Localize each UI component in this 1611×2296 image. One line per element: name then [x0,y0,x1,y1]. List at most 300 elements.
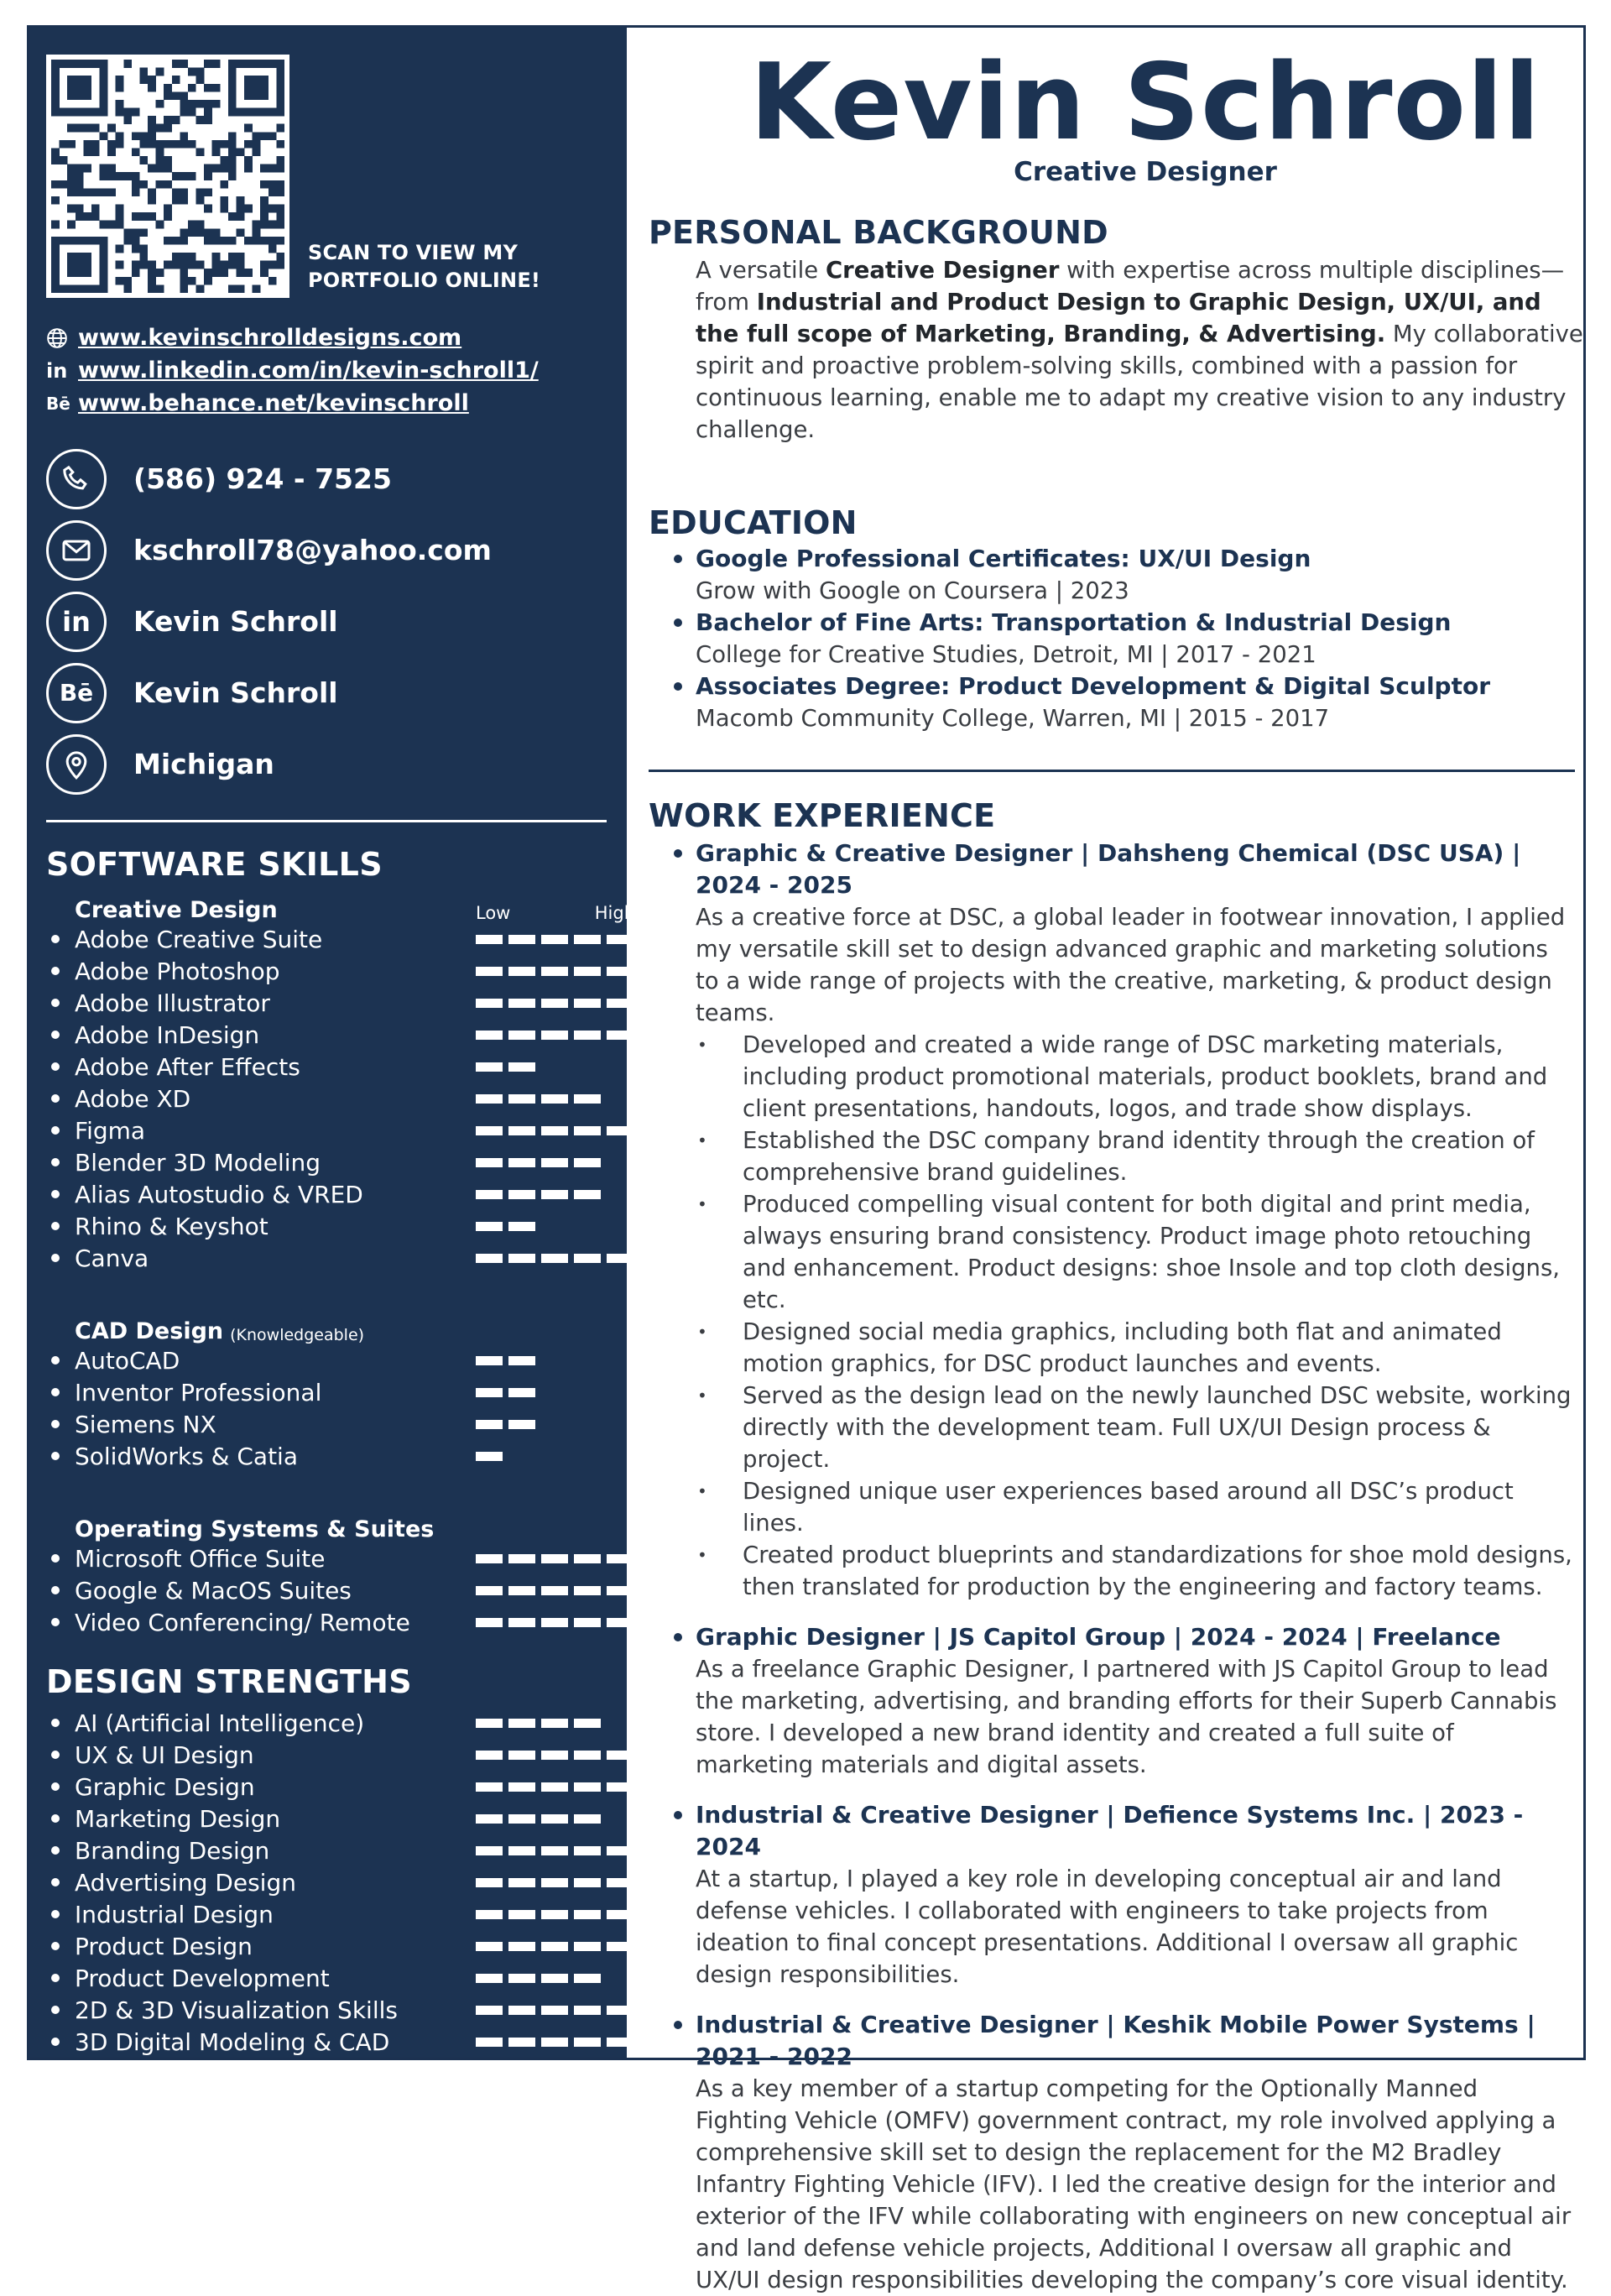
skill-group-header [46,891,635,923]
education-body [696,671,1490,734]
software-skills-list [46,891,635,1638]
skill-row [46,1994,610,2026]
skill-level-bar [574,935,601,944]
skill-name: 2D & 3D Visualization Skills [75,1996,398,2024]
skill-name: Canva [75,1244,149,1272]
skill-level-bars [476,2038,639,2047]
qr-caption [308,239,540,295]
skill-name: Figma [75,1116,146,1145]
skill-level-bar [476,1814,503,1824]
skill-name: Advertising Design [75,1868,296,1897]
skill-level-bar [508,1190,535,1199]
skill-level-bars [476,1094,607,1104]
skill-level-bar [541,1719,568,1728]
skill-level-bar [508,1782,535,1792]
skill-level-bar [476,1586,503,1595]
skill-row [46,1542,610,1574]
qr-code-graphic [51,60,284,293]
skill-name: Marketing Design [75,1804,281,1833]
bullet-dot: • [697,1322,707,1342]
skill-row [46,1739,610,1771]
skill-name: Industrial Design [75,1900,274,1928]
skill-level-bar [476,1356,503,1365]
skill-level-bar [541,1031,568,1040]
skill-level-bar [541,1618,568,1627]
bg-text-3: My collaborative spirit and proactive problem-solving skills, combined with a passion for continuous learning, enable me to adapt my creative vision to any industry challenge. [696,321,1583,443]
skill-row [46,1210,610,1242]
skill-level-bar [508,935,535,944]
skill-name: Blender 3D Modeling [75,1148,321,1177]
skill-level-bar [574,2006,601,2015]
web-links [46,321,610,420]
main-content [627,28,1583,2293]
skill-level-bar [508,1126,535,1135]
skill-row [46,955,610,987]
responsibility-item [696,1539,1577,1603]
bullet-dot: • [697,1545,707,1565]
skill-row [46,1376,610,1408]
personal-background-text [649,254,1583,446]
skill-level-bar [508,1814,535,1824]
bullet-dot: • [697,1194,707,1214]
skill-level-bar [476,1420,503,1429]
job-entry [649,838,1583,1603]
job-heading: Graphic & Creative Designer | Dahsheng Chemical (DSC USA) | 2024 - 2025 [696,839,1521,899]
skill-level-bar [508,1420,535,1429]
skill-group [46,1480,610,1638]
skill-row [46,1771,610,1803]
sidebar [29,28,635,2058]
job-entry [649,1799,1583,1991]
skill-level-bars [476,967,639,976]
skill-level-bars [476,1782,639,1792]
skill-row [46,1803,610,1834]
skill-level-bar [476,1878,503,1887]
bullet-dot [51,935,60,943]
skill-row [46,1083,610,1114]
skill-level-bars [476,935,639,944]
skill-level-bars [476,1452,508,1461]
skill-name: Graphic Design [75,1772,255,1801]
bullet-dot [674,682,682,691]
bullet-dot [51,1554,60,1563]
job-body [696,1621,1577,1781]
skill-level-bar [476,1910,503,1919]
skill-name: Adobe XD [75,1084,191,1113]
bullet-dot [51,1126,60,1135]
bullet-dot [51,1942,60,1950]
skill-name: AI (Artificial Intelligence) [75,1709,365,1737]
bullet-dot [51,1158,60,1166]
bullet-dot: • [697,1035,707,1055]
skill-row [46,1242,610,1274]
bullet-dot [51,1814,60,1823]
skill-level-bar [508,967,535,976]
skill-level-bar [574,967,601,976]
skill-level-bar [541,2038,568,2047]
skill-group-header [46,1511,610,1542]
skill-level-bar [541,1974,568,1983]
skill-group [46,1282,610,1472]
skill-level-bar [541,2006,568,2015]
skill-group-header [46,1312,610,1344]
skill-level-bar [574,1719,601,1728]
education-item [649,543,1583,607]
skill-level-bars [476,1586,639,1595]
bullet-dot [674,555,682,563]
skill-level-bar [574,1974,601,1983]
bullet-dot [51,1910,60,1918]
skill-name: Adobe After Effects [75,1052,300,1081]
linkedin-link[interactable]: www.linkedin.com/in/kevin-schroll1/ [78,357,539,384]
skill-level-bar [476,1031,503,1040]
skill-name: Branding Design [75,1836,270,1865]
scale-low-label: Low [476,903,511,923]
job-responsibilities [696,1029,1577,1603]
skill-level-bar [574,1910,601,1919]
skill-level-bar [508,1618,535,1627]
skill-level-bar [574,1751,601,1760]
responsibility-item [696,1029,1577,1125]
skill-level-bars [476,1814,607,1824]
behance-link[interactable]: www.behance.net/kevinschroll [78,390,469,416]
bullet-dot [51,1062,60,1071]
bullet-dot [51,1222,60,1230]
education-title: EDUCATION [649,504,858,541]
bullet-dot [51,1719,60,1727]
skill-level-bar [541,1158,568,1167]
work-experience-title: WORK EXPERIENCE [649,797,996,834]
job-heading: Industrial & Creative Designer | Keshik Mobile Power Systems | 2021 - 2022 [696,2011,1535,2070]
bullet-dot [51,1452,60,1460]
skill-level-bar [508,1878,535,1887]
behance-circle-icon: Bē [46,663,107,723]
contact-list [46,443,610,800]
behance-link-row [46,387,610,420]
skill-row [46,1707,610,1739]
design-strengths-title: DESIGN STRENGTHS [46,1663,412,1700]
qr-caption-line-2: PORTFOLIO ONLINE! [308,269,541,292]
skill-level-bar [508,1031,535,1040]
skill-name: Adobe InDesign [75,1020,260,1049]
skill-level-bar [476,1554,503,1563]
skill-level-bar [541,1878,568,1887]
skill-row [46,1019,610,1051]
skill-level-bar [476,1388,503,1397]
bullet-dot [51,1190,60,1198]
skill-row [46,1866,610,1898]
skill-level-bars [476,1190,607,1199]
website-link[interactable]: www.kevinschrolldesigns.com [78,325,462,351]
skill-level-bar [574,1878,601,1887]
skill-level-bars [476,1974,607,1983]
skill-level-bar [476,1618,503,1627]
skill-group [46,891,635,1274]
skill-name: SolidWorks & Catia [75,1442,298,1470]
skill-level-bars [476,1420,541,1429]
skill-level-bar [574,1586,601,1595]
skill-level-bars [476,1846,639,1855]
bullet-dot [51,1974,60,1982]
skill-level-bar [541,1094,568,1104]
linkedin-name[interactable]: Kevin Schroll [133,605,338,638]
bullet-dot [51,1878,60,1886]
job-description: As a creative force at DSC, a global leader in footwear innovation, I applied my versatile skill set to design advanced graphic and marketing solutions to a wide range of projects with the creative, marketing, & product design teams. [696,904,1566,1026]
skill-level-bars [476,1222,541,1231]
contact-location [46,728,610,800]
skill-level-bar [476,1222,503,1231]
skill-level-bar [574,1782,601,1792]
education-school: Macomb Community College, Warren, MI | 2015 - 2017 [696,705,1330,732]
bullet-dot [51,1356,60,1365]
bullet-dot [51,1618,60,1626]
behance-icon: Bē [46,393,70,414]
skill-level-bar [574,1618,601,1627]
skill-name: Adobe Photoshop [75,957,280,985]
responsibility-text: Produced compelling visual content for both digital and print media, always ensuring brand consistency. Product image photo retouching and enhancement. Product designs: shoe Insole and top cloth designs, etc. [743,1191,1561,1313]
skill-level-bar [508,2006,535,2015]
skill-level-bars [476,1126,639,1135]
skill-level-bars [476,1158,607,1167]
bullet-dot: • [697,1130,707,1151]
job-body [696,2009,1577,2296]
skill-level-bar [476,1254,503,1263]
job-entry [649,2009,1583,2296]
skill-level-bar [476,1751,503,1760]
skill-row [46,1574,610,1606]
skill-level-bar [476,1158,503,1167]
job-description: At a startup, I played a key role in developing conceptual air and land defense vehicles. I collaborated with engineers to take projects from ideation to final concept presentations. Additional I oversaw all graphic design responsibilities. [696,1866,1519,1988]
skill-group-name: Creative Design [75,897,278,923]
main-divider [649,770,1575,772]
skill-level-bars [476,999,639,1008]
skill-row [46,1051,610,1083]
bullet-dot [51,2006,60,2014]
skill-level-bar [476,1126,503,1135]
location-pin-icon [46,734,107,795]
skill-level-bar [476,1062,503,1072]
candidate-title: Creative Designer [1014,157,1277,187]
job-heading: Industrial & Creative Designer | Defience Systems Inc. | 2023 - 2024 [696,1801,1524,1860]
education-item [649,607,1583,671]
skill-level-bar [508,1094,535,1104]
skill-level-bar [541,1782,568,1792]
skill-level-bar [476,1452,503,1461]
software-skills-title: SOFTWARE SKILLS [46,846,383,883]
job-body [696,1799,1577,1991]
responsibility-text: Designed unique user experiences based around all DSC’s product lines. [743,1478,1514,1537]
skill-level-bars [476,1942,639,1951]
skill-name: Inventor Professional [75,1378,322,1406]
contact-email [46,514,610,586]
group-spacer [46,1480,610,1511]
email-icon [46,520,107,581]
skill-level-bar [476,935,503,944]
job-description: As a key member of a startup competing for the Optionally Manned Fighting Vehicle (OMFV) government contract, my role involved applying a comprehensive skill set to design the replacement for the M2 Bradley Infantry Fighting Vehicle (IFV). I led the creative design for the interior and exterior of the IFV while collaborating with engineers on new conceptual air and land defense vehicle projects, Additional I oversaw all graphic and UX/UI design responsibilities developing the company’s core visual identity. [696,2075,1572,2293]
qr-code[interactable] [46,55,289,298]
skill-name: UX & UI Design [75,1740,254,1769]
skill-level-bar [508,1062,535,1072]
email-address[interactable]: kschroll78@yahoo.com [133,534,492,566]
bullet-dot [51,1751,60,1759]
skill-level-bar [508,1388,535,1397]
skill-level-bar [574,999,601,1008]
skill-level-bars [476,2006,639,2015]
skill-row [46,1114,610,1146]
skill-level-bars [476,1719,607,1728]
skill-row [46,2026,610,2058]
skill-level-bar [476,999,503,1008]
sidebar-divider [46,820,607,822]
skill-level-bar [508,1222,535,1231]
skill-level-bar [476,2038,503,2047]
skill-level-bar [541,1942,568,1951]
education-degree: Google Professional Certificates: UX/UI Design [696,545,1311,572]
skill-level-bar [508,1974,535,1983]
skill-level-bar [508,1846,535,1855]
skill-row [46,1930,610,1962]
linkedin-circle-icon: in [46,592,107,652]
skill-name: AutoCAD [75,1346,180,1375]
bullet-dot: • [697,1481,707,1501]
skill-level-bars [476,1618,639,1627]
personal-background-title: PERSONAL BACKGROUND [649,214,1108,251]
group-spacer [46,1282,610,1312]
skill-level-bar [508,1719,535,1728]
phone-number[interactable]: (586) 924 - 7525 [133,462,392,495]
skill-name: Rhino & Keyshot [75,1212,268,1240]
behance-name[interactable]: Kevin Schroll [133,676,338,709]
bullet-dot [674,2021,682,2029]
skill-name: Product Development [75,1964,330,1992]
bullet-dot [51,1782,60,1791]
skill-group-name: Operating Systems & Suites [75,1516,435,1542]
skill-level-bars [476,1388,541,1397]
resume-page [27,25,1586,2293]
bullet-dot [51,999,60,1007]
skill-level-bar [476,1094,503,1104]
skill-level-bar [541,967,568,976]
skill-level-bar [508,1554,535,1563]
location: Michigan [133,748,274,780]
skill-level-bar [541,1126,568,1135]
skill-row [46,987,610,1019]
education-degree: Bachelor of Fine Arts: Transportation & Industrial Design [696,608,1452,636]
skill-level-bar [574,1254,601,1263]
skill-level-bar [508,1586,535,1595]
responsibility-item [696,1188,1577,1316]
skill-name: Alias Autostudio & VRED [75,1180,363,1208]
bullet-dot [51,1031,60,1039]
skill-level-bar [574,1814,601,1824]
skill-level-bar [574,1126,601,1135]
skill-level-bar [476,1719,503,1728]
skill-name: Google & MacOS Suites [75,1576,352,1605]
skill-level-bar [476,2006,503,2015]
skill-row [46,1344,610,1376]
skill-group-name: CAD Design [75,1318,224,1344]
skill-level-bars [476,1254,639,1263]
design-strengths-list [46,1707,610,2058]
responsibility-text: Established the DSC company brand identity through the creation of comprehensive brand guidelines. [743,1127,1535,1186]
contact-phone [46,443,610,514]
linkedin-icon: in [46,358,68,383]
bullet-dot [51,2038,60,2046]
skill-level-bars [476,1878,639,1887]
education-degree: Associates Degree: Product Development & Digital Sculptor [696,672,1491,700]
bg-bold-1: Creative Designer [825,257,1060,284]
skill-row [46,1146,610,1178]
education-school: Grow with Google on Coursera | 2023 [696,577,1129,604]
skill-name: Adobe Creative Suite [75,925,323,953]
skill-level-bar [476,1190,503,1199]
responsibility-item [696,1316,1577,1380]
skill-level-bar [541,1846,568,1855]
bullet-dot [51,1846,60,1855]
skill-level-bar [476,967,503,976]
phone-icon [46,449,107,509]
bg-text-2: with expertise across multiple disciplines—from [696,257,1565,316]
skill-level-bar [541,1751,568,1760]
bullet-dot [51,1388,60,1396]
skill-level-bar [508,1910,535,1919]
skill-level-bar [541,1554,568,1563]
skill-level-bar [574,1846,601,1855]
bullet-dot [674,1633,682,1641]
bg-text-1: A versatile [696,257,826,284]
globe-icon [46,327,78,349]
skill-level-bar [541,935,568,944]
skill-name: Product Design [75,1932,253,1960]
bullet-dot [51,1254,60,1262]
qr-caption-line-1: SCAN TO VIEW MY [308,241,519,264]
skill-level-bar [541,1814,568,1824]
bullet-dot [51,1586,60,1594]
linkedin-link-row [46,354,610,387]
skill-level-bar [541,1910,568,1919]
education-school: College for Creative Studies, Detroit, MI | 2017 - 2021 [696,641,1316,668]
skill-level-bar [508,1158,535,1167]
responsibility-item [696,1125,1577,1188]
job-description: As a freelance Graphic Designer, I partnered with JS Capitol Group to lead the marketing, advertising, and branding efforts for their Superb Cannabis store. I developed a new brand identity and created a full suite of marketing materials and digital assets. [696,1656,1557,1778]
skill-level-bar [574,1554,601,1563]
responsibility-text: Developed and created a wide range of DSC marketing materials, including product promotional materials, product booklets, brand and client presentations, handouts, logos, and trade show displays. [743,1031,1548,1122]
candidate-name: Kevin Schroll [749,40,1541,164]
skill-level-bars [476,1554,639,1563]
skill-row [46,923,610,955]
skill-level-bar [476,1974,503,1983]
responsibility-item [696,1475,1577,1539]
bullet-dot [51,1094,60,1103]
skill-level-bar [574,1190,601,1199]
skill-level-bar [476,1782,503,1792]
education-list [649,543,1583,734]
skill-level-bar [508,1356,535,1365]
bullet-dot [51,1420,60,1428]
bullet-dot [674,618,682,627]
scale-high-label: High [594,903,635,923]
skill-level-bar [476,1942,503,1951]
contact-linkedin [46,586,610,657]
skill-level-bar [476,1846,503,1855]
skill-row [46,1440,610,1472]
education-body [696,543,1311,607]
work-experience-list [649,838,1583,2296]
responsibility-item [696,1380,1577,1475]
skill-level-bars [476,1910,639,1919]
skill-level-bar [508,999,535,1008]
responsibility-text: Designed social media graphics, including both flat and animated motion graphics, for DSC product launches and events. [743,1318,1502,1377]
